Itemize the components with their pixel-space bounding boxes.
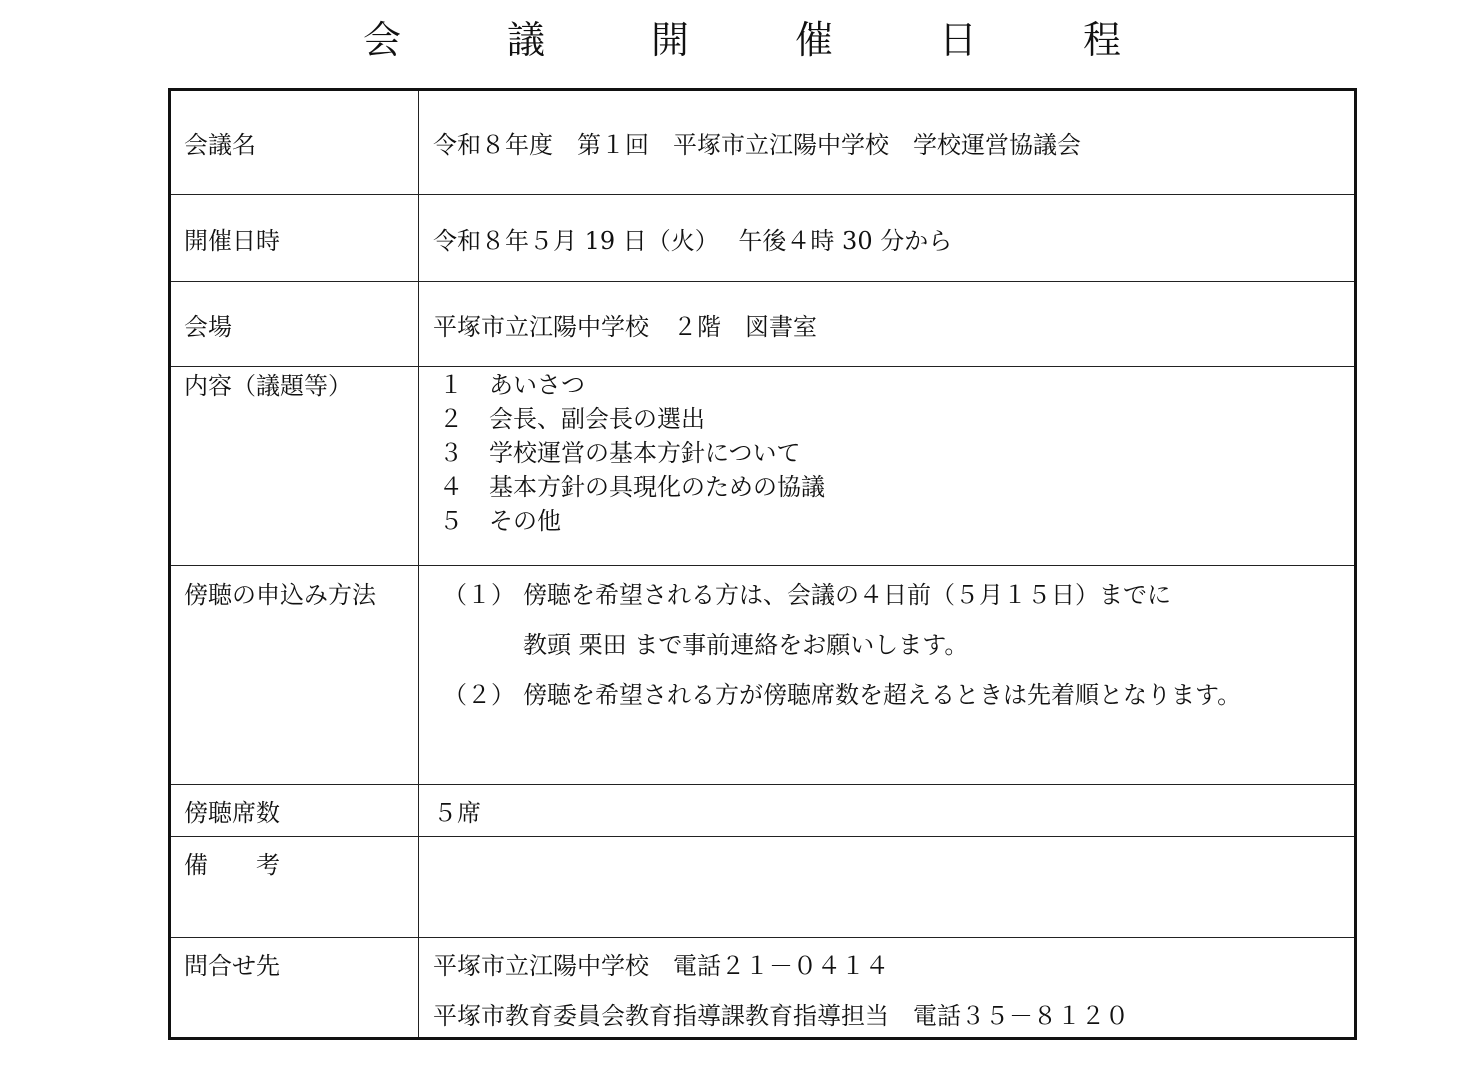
agenda-label — [171, 367, 419, 565]
agenda-item-number: ２ — [439, 405, 463, 433]
datetime-label: 開催日時 — [171, 195, 419, 281]
agenda-item — [433, 470, 1354, 504]
agenda-item — [433, 402, 1354, 436]
meeting-name-row — [171, 91, 1354, 195]
seats-label: 傍聴席数 — [171, 785, 419, 836]
agenda-row — [171, 367, 1354, 566]
observation-application-row — [171, 566, 1354, 785]
agenda-item — [433, 436, 1354, 470]
venue-value: 平塚市立江陽中学校 ２階 図書室 — [433, 312, 817, 341]
contact-label-text: 問合せ先 — [184, 952, 280, 980]
venue-row — [171, 282, 1354, 367]
observation-line-number: （１） — [443, 581, 515, 609]
agenda-item — [433, 504, 1354, 538]
contact-line: 平塚市立江陽中学校 電話２１－０４１４ — [433, 952, 889, 980]
remarks-label — [171, 837, 419, 937]
observation-line — [433, 670, 1354, 720]
observation-line-number — [433, 620, 523, 670]
agenda-item-text: 基本方針の具現化のための協議 — [489, 473, 825, 501]
agenda-item-number: ４ — [439, 473, 463, 501]
seats-row — [171, 785, 1354, 837]
observation-line — [433, 570, 1354, 620]
remarks-value — [419, 837, 1354, 937]
agenda-item-number: １ — [439, 371, 463, 399]
observation-application-label-text: 傍聴の申込み方法 — [184, 581, 376, 609]
meeting-name-label: 会議名 — [171, 91, 419, 194]
agenda-item-number: ５ — [439, 507, 463, 535]
agenda-item-text: 会長、副会長の選出 — [489, 405, 705, 433]
datetime-row — [171, 195, 1354, 282]
observation-line — [433, 620, 1354, 670]
seats-value: ５席 — [433, 799, 481, 827]
observation-application-label — [171, 566, 419, 784]
agenda-label-text: 内容（議題等） — [184, 372, 352, 400]
agenda-item-text: あいさつ — [489, 371, 585, 399]
meeting-name-value: 令和８年度 第１回 平塚市立江陽中学校 学校運営協議会 — [433, 131, 1081, 159]
observation-line-text: 傍聴を希望される方は、会議の４日前（５月１５日）までに — [523, 581, 1171, 609]
remarks-label-text: 備 考 — [184, 851, 280, 879]
page-title: 会 議 開 催 日 程 — [362, 18, 1155, 62]
contact-label — [171, 938, 419, 1037]
contact-value — [419, 938, 1354, 1037]
venue-label: 会場 — [171, 282, 419, 366]
agenda-item-number: ３ — [439, 439, 463, 467]
agenda-item-text: その他 — [489, 507, 561, 535]
agenda-value — [419, 367, 1354, 565]
contact-row — [171, 938, 1354, 1037]
observation-line-number: （２） — [443, 681, 515, 709]
agenda-item — [433, 368, 1354, 402]
datetime-value: 令和８年５月 19 日（火） 午後４時 30 分から — [433, 226, 953, 255]
agenda-list — [433, 368, 1354, 538]
observation-line-text: 教頭 栗田 まで事前連絡をお願いします。 — [523, 631, 969, 659]
observation-line-text: 傍聴を希望される方が傍聴席数を超えるときは先着順となります。 — [523, 681, 1242, 709]
contact-line: 平塚市教育委員会教育指導課教育指導担当 電話３５－８１２０ — [433, 1002, 1129, 1030]
schedule-table — [168, 88, 1357, 1040]
remarks-row — [171, 837, 1354, 938]
agenda-item-text: 学校運営の基本方針について — [489, 439, 801, 467]
observation-application-value — [419, 566, 1354, 784]
